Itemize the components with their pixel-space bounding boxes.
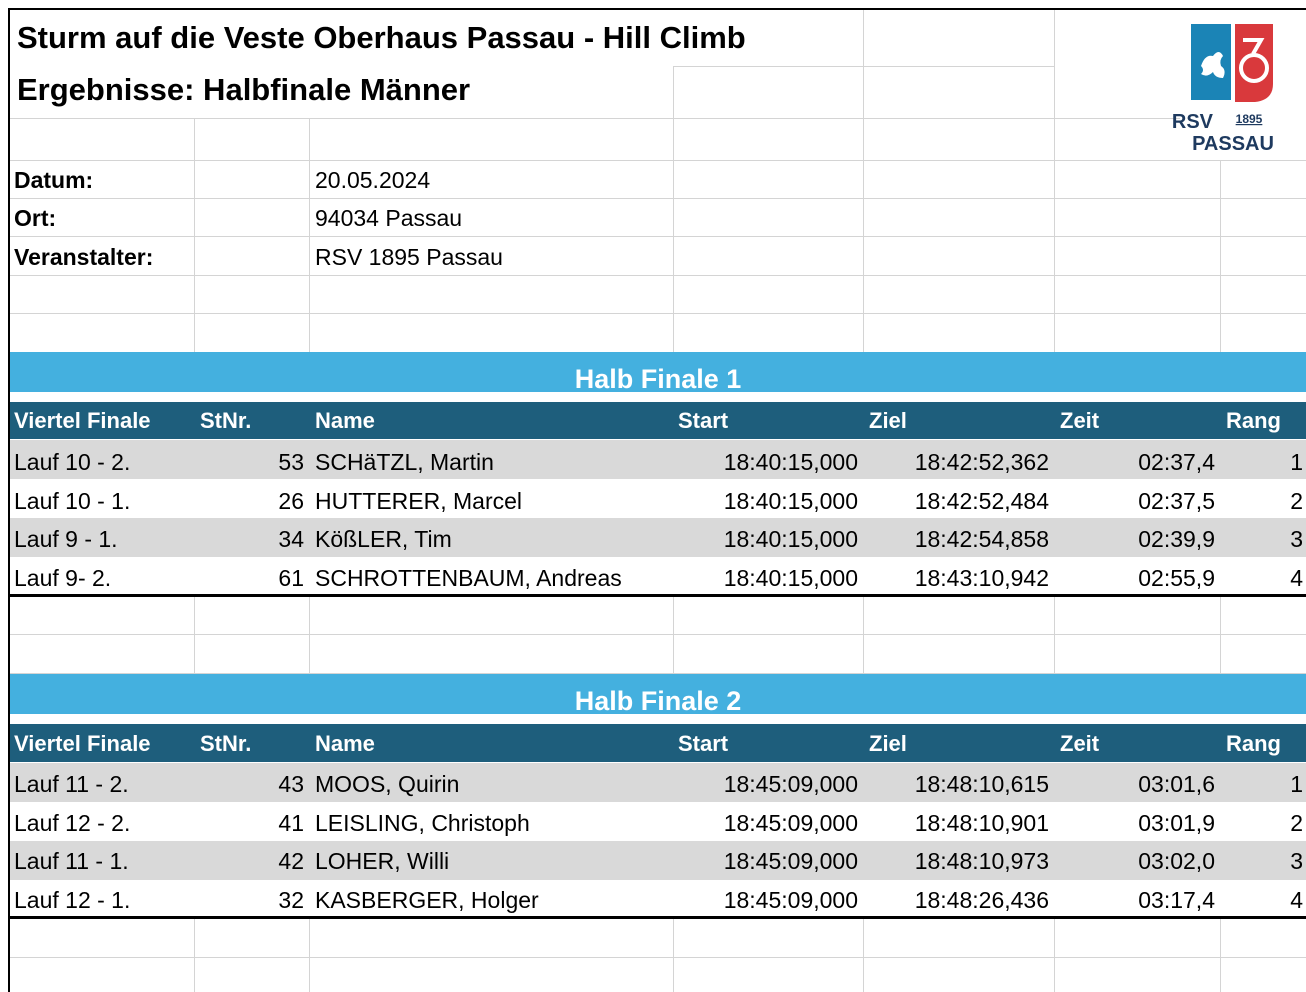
gridline bbox=[10, 957, 1306, 958]
info-value-ort: 94034 Passau bbox=[315, 205, 463, 231]
cell-stnr: 53 bbox=[278, 449, 304, 475]
heat1-col-viertel-finale: Viertel Finale bbox=[14, 408, 151, 433]
cell-zeit: 02:39,9 bbox=[1138, 526, 1215, 552]
cell-rang: 3 bbox=[1290, 526, 1303, 552]
gridline bbox=[1054, 597, 1055, 674]
cell-viertel-finale: Lauf 10 - 2. bbox=[14, 449, 131, 475]
cell-ziel: 18:48:10,615 bbox=[914, 771, 1049, 797]
cell-name: LOHER, Willi bbox=[315, 848, 450, 874]
cell-zeit: 02:37,4 bbox=[1138, 449, 1215, 475]
gridline bbox=[673, 597, 674, 674]
gridline bbox=[673, 66, 1054, 67]
cell-ziel: 18:48:10,901 bbox=[914, 810, 1049, 836]
gridline bbox=[1220, 160, 1221, 352]
gridline bbox=[863, 597, 864, 674]
cell-viertel-finale: Lauf 10 - 1. bbox=[14, 488, 131, 514]
frame-top bbox=[8, 8, 1306, 10]
cell-ziel: 18:42:54,858 bbox=[914, 526, 1049, 552]
cell-rang: 3 bbox=[1290, 848, 1303, 874]
gridline bbox=[673, 919, 674, 992]
cell-zeit: 03:17,4 bbox=[1138, 887, 1215, 913]
club-logo bbox=[1171, 22, 1283, 162]
heat1-col-stnr: StNr. bbox=[200, 408, 252, 433]
cell-viertel-finale: Lauf 12 - 2. bbox=[14, 810, 131, 836]
cell-rang: 1 bbox=[1290, 771, 1303, 797]
heat2-col-name: Name bbox=[315, 731, 375, 756]
cell-start: 18:40:15,000 bbox=[723, 488, 858, 514]
cell-zeit: 02:37,5 bbox=[1138, 488, 1215, 514]
cell-name: SCHROTTENBAUM, Andreas bbox=[315, 565, 622, 591]
cell-zeit: 03:01,6 bbox=[1138, 771, 1215, 797]
gridline bbox=[10, 275, 1306, 276]
heat2-col-viertel-finale: Viertel Finale bbox=[14, 731, 151, 756]
heat2-col-zeit: Zeit bbox=[1060, 731, 1100, 756]
gridline bbox=[673, 66, 674, 352]
cell-rang: 1 bbox=[1290, 449, 1303, 475]
cell-name: LEISLING, Christoph bbox=[315, 810, 530, 836]
heat1-col-zeit: Zeit bbox=[1060, 408, 1100, 433]
gridline bbox=[10, 118, 1180, 119]
gridline bbox=[1220, 919, 1221, 992]
cell-zeit: 02:55,9 bbox=[1138, 565, 1215, 591]
heat2-col-stnr: StNr. bbox=[200, 731, 252, 756]
gridline bbox=[10, 236, 1306, 237]
cell-stnr: 34 bbox=[278, 526, 304, 552]
cell-ziel: 18:48:10,973 bbox=[914, 848, 1049, 874]
cell-rang: 2 bbox=[1290, 810, 1303, 836]
gridline bbox=[309, 919, 310, 992]
info-label-datum: Datum: bbox=[14, 167, 94, 193]
cell-start: 18:40:15,000 bbox=[723, 565, 858, 591]
cell-rang: 4 bbox=[1290, 887, 1303, 913]
cell-start: 18:40:15,000 bbox=[723, 449, 858, 475]
cell-zeit: 03:02,0 bbox=[1138, 848, 1215, 874]
heat2-bottom-border bbox=[10, 916, 1306, 919]
gridline bbox=[194, 597, 195, 674]
gridline bbox=[10, 313, 1306, 314]
cell-ziel: 18:43:10,942 bbox=[914, 565, 1049, 591]
cell-viertel-finale: Lauf 11 - 2. bbox=[14, 771, 129, 797]
logo-text-year: 1895 bbox=[1235, 112, 1263, 126]
gridline bbox=[1054, 919, 1055, 992]
cell-start: 18:45:09,000 bbox=[723, 848, 858, 874]
cell-stnr: 61 bbox=[278, 565, 304, 591]
info-label-veranstalter: Veranstalter: bbox=[14, 244, 154, 270]
cell-ziel: 18:42:52,484 bbox=[914, 488, 1049, 514]
sheet-subtitle: Ergebnisse: Halbfinale Männer bbox=[17, 72, 471, 107]
gridline bbox=[1054, 10, 1055, 352]
gridline bbox=[863, 919, 864, 992]
heat1-col-ziel: Ziel bbox=[869, 408, 907, 433]
cell-start: 18:45:09,000 bbox=[723, 887, 858, 913]
sheet-title: Sturm auf die Veste Oberhaus Passau - Hill Climb bbox=[17, 20, 746, 55]
cell-name: KößLER, Tim bbox=[315, 526, 452, 552]
cell-stnr: 32 bbox=[278, 887, 304, 913]
gridline bbox=[1220, 597, 1221, 674]
cell-ziel: 18:42:52,362 bbox=[914, 449, 1049, 475]
cell-viertel-finale: Lauf 12 - 1. bbox=[14, 887, 131, 913]
cell-viertel-finale: Lauf 9 - 1. bbox=[14, 526, 118, 552]
cell-start: 18:45:09,000 bbox=[723, 810, 858, 836]
gridline bbox=[194, 118, 195, 352]
cell-stnr: 26 bbox=[278, 488, 304, 514]
logo-text-passau: PASSAU bbox=[1192, 133, 1274, 155]
info-label-ort: Ort: bbox=[14, 205, 57, 231]
cell-zeit: 03:01,9 bbox=[1138, 810, 1215, 836]
gridline bbox=[10, 160, 1306, 161]
cell-start: 18:45:09,000 bbox=[723, 771, 858, 797]
heat1-col-rang: Rang bbox=[1226, 408, 1281, 433]
heat1-col-start: Start bbox=[678, 408, 729, 433]
heat2-title: Halb Finale 2 bbox=[574, 686, 742, 716]
heat1-bottom-border bbox=[10, 594, 1306, 597]
heat2-col-rang: Rang bbox=[1226, 731, 1281, 756]
cell-stnr: 41 bbox=[278, 810, 304, 836]
info-value-datum: 20.05.2024 bbox=[315, 167, 431, 193]
cell-viertel-finale: Lauf 9- 2. bbox=[14, 565, 112, 591]
heat2-col-ziel: Ziel bbox=[869, 731, 907, 756]
cell-rang: 4 bbox=[1290, 565, 1303, 591]
gridline bbox=[194, 919, 195, 992]
cell-start: 18:40:15,000 bbox=[723, 526, 858, 552]
gridline bbox=[10, 634, 1306, 635]
gridline bbox=[10, 198, 1306, 199]
heat1-col-name: Name bbox=[315, 408, 375, 433]
cell-stnr: 43 bbox=[278, 771, 304, 797]
cell-viertel-finale: Lauf 11 - 1. bbox=[14, 848, 129, 874]
logo-text-rsv: RSV bbox=[1171, 111, 1213, 133]
info-value-veranstalter: RSV 1895 Passau bbox=[315, 244, 503, 270]
cell-rang: 2 bbox=[1290, 488, 1303, 514]
cell-stnr: 42 bbox=[278, 848, 304, 874]
cell-name: KASBERGER, Holger bbox=[315, 887, 539, 913]
gridline bbox=[863, 10, 864, 352]
cell-name: MOOS, Quirin bbox=[315, 771, 460, 797]
heat1-title: Halb Finale 1 bbox=[574, 364, 742, 394]
cell-name: SCHäTZL, Martin bbox=[315, 449, 494, 475]
cell-ziel: 18:48:26,436 bbox=[914, 887, 1049, 913]
cell-name: HUTTERER, Marcel bbox=[315, 488, 523, 514]
gridline bbox=[309, 597, 310, 674]
gridline bbox=[309, 118, 310, 352]
heat2-col-start: Start bbox=[678, 731, 729, 756]
